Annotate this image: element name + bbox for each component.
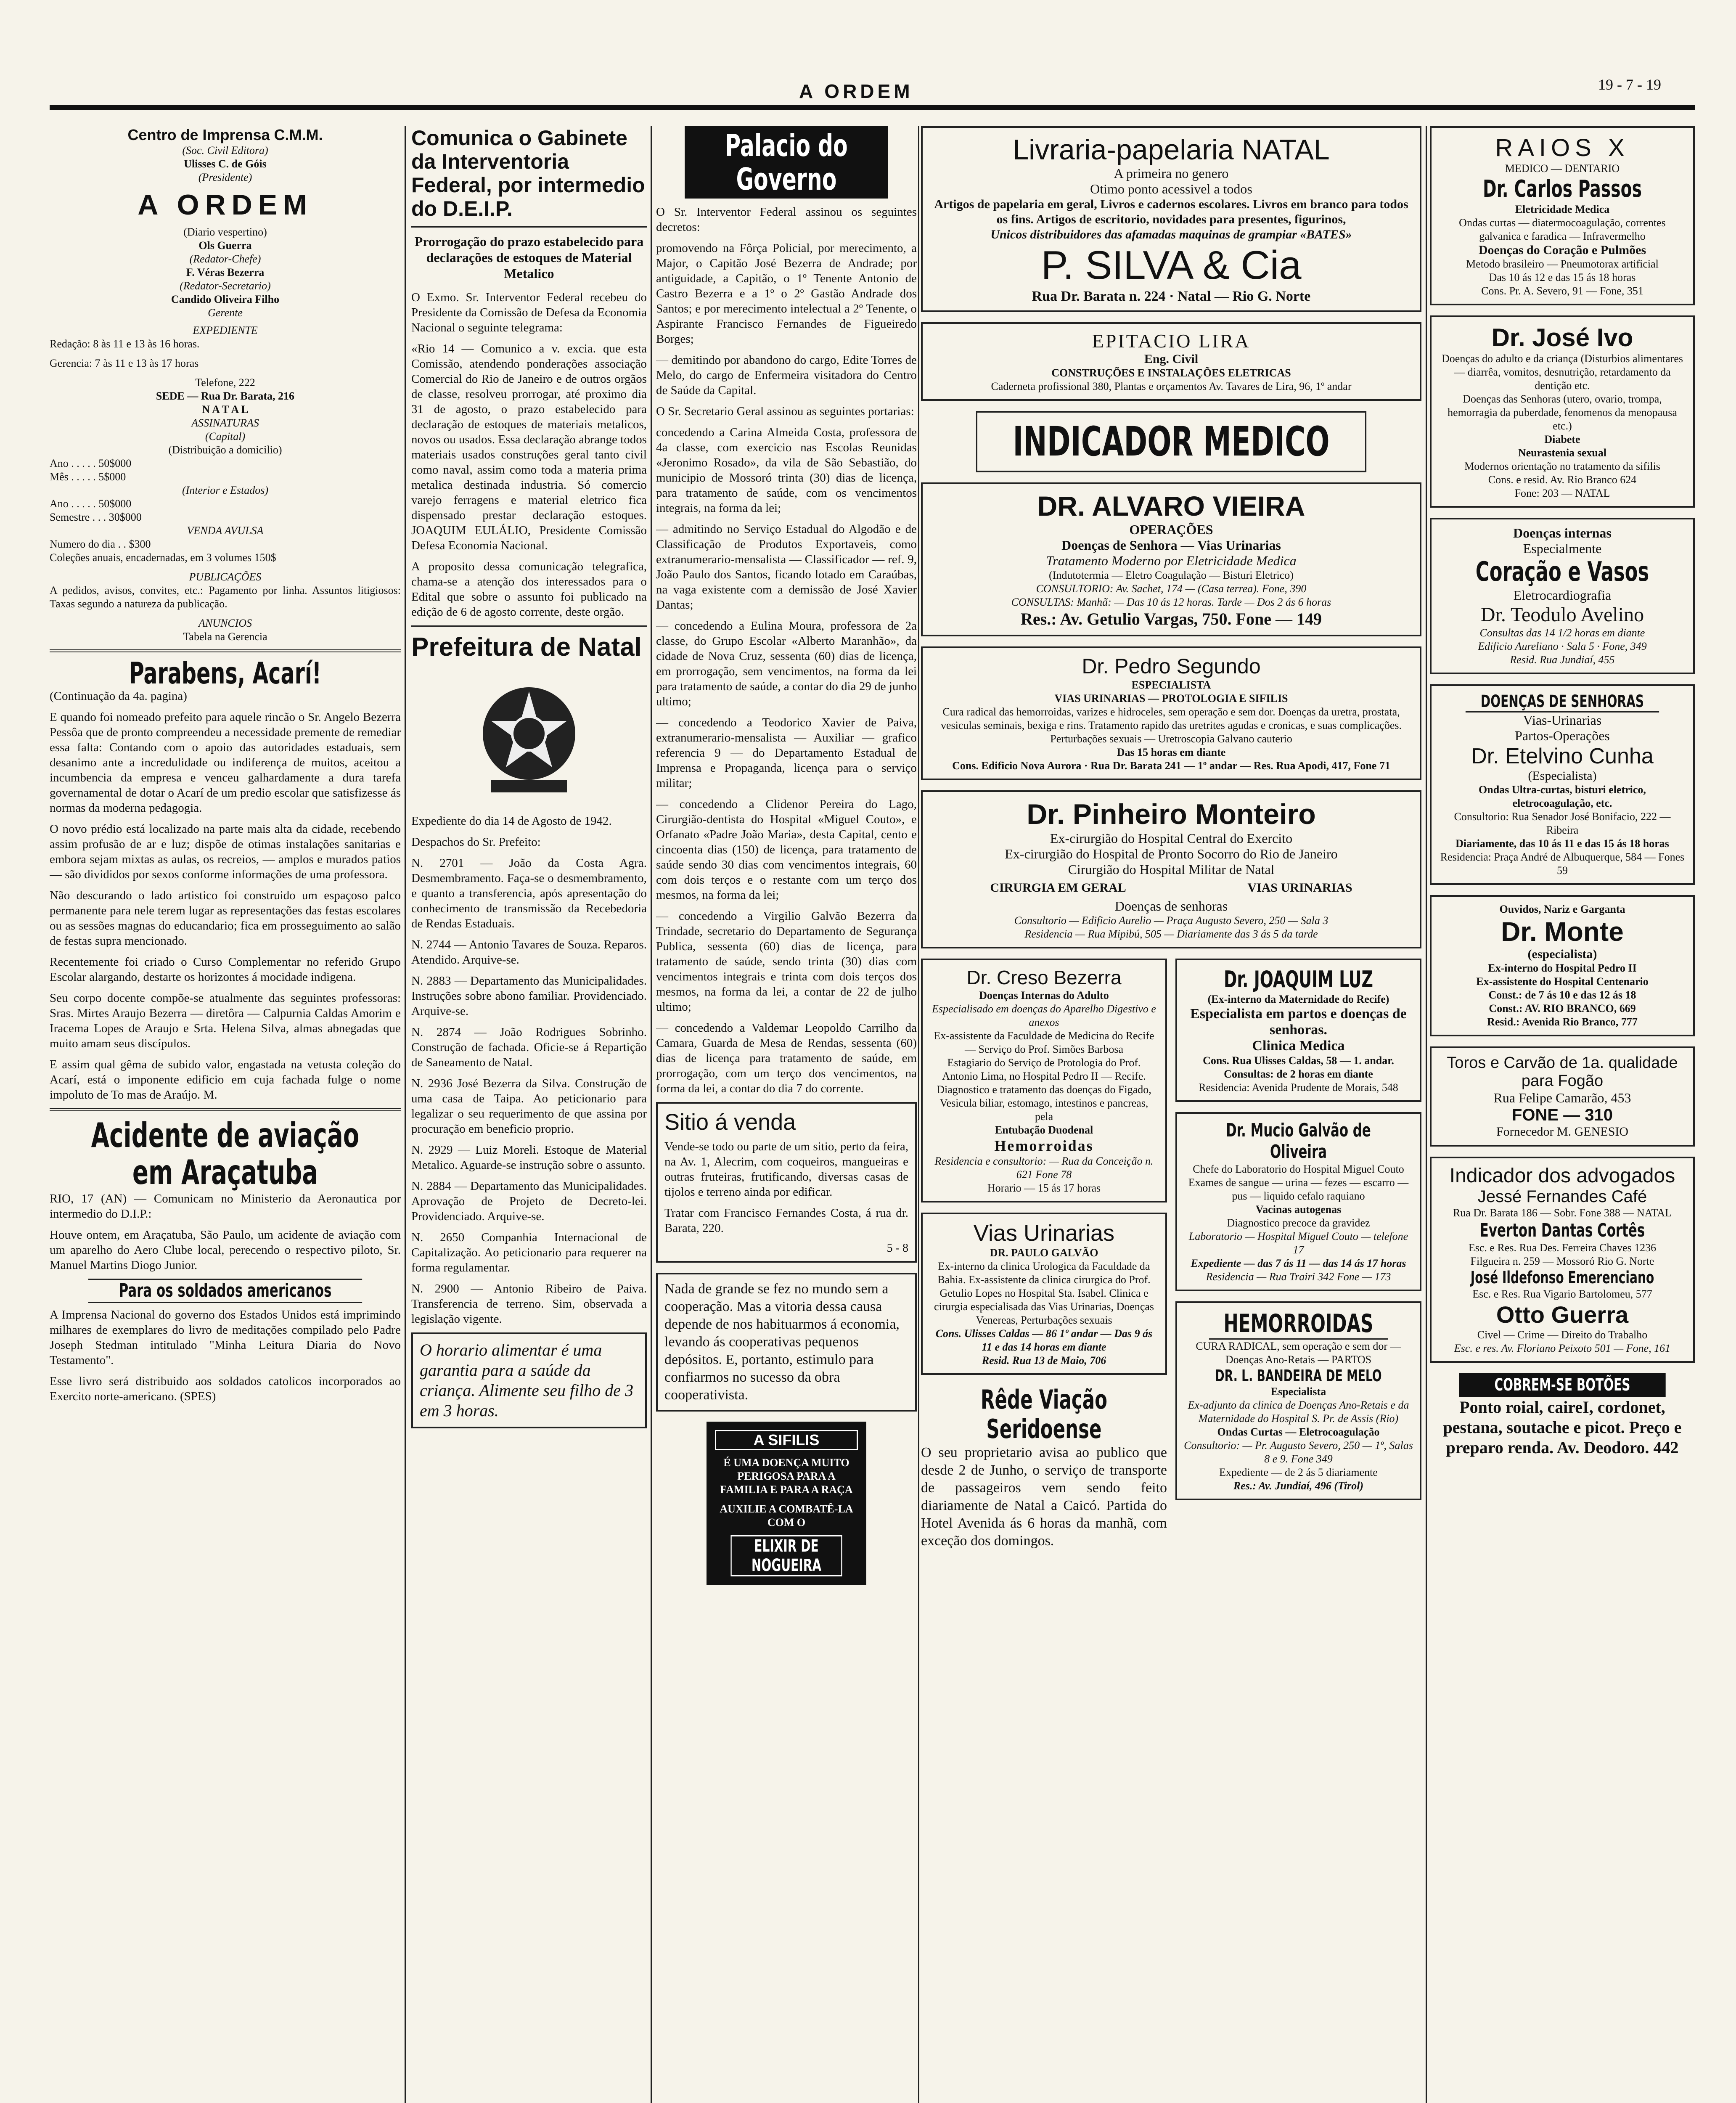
ad-text: (Indutotermia — Eletro Coagulação — Bisturi Eletrico) [1049, 569, 1294, 581]
ad-text: Cons. Ulisses Caldas — 86 1º andar — Das 9 ás 11 e das 14 horas em diante [935, 1327, 1153, 1353]
paragraph: Não descurando o lado artistico foi construido um espaçoso palco permanente para nele terem lugar as representações das festas escolares ou as sessões magnas do educandario; fica em prosseguimento ao salão de festas supra mencionado. [50, 889, 401, 948]
column-divider [651, 126, 652, 2103]
ad-text: Cons. e resid. Av. Rio Branco 624 [1488, 474, 1637, 486]
sifilis-brand: ELIXIR DE NOGUEIRA [730, 1535, 842, 1576]
paragraph: Recentemente foi criado o Curso Complementar no referido Grupo Escolar alargando, destarte os horizontes á mocidade indigena. [50, 955, 401, 984]
staff-box [50, 126, 401, 320]
ad-text: Edificio Aureliano · Sala 5 · Fone, 349 [1478, 640, 1647, 652]
ad-text: Esc. e res. Av. Floriano Peixoto 501 — Fone, 161 [1454, 1342, 1671, 1354]
ad-text: Doenças de Senhora — Vias Urinarias [1061, 538, 1281, 553]
ad-text: Residencia — Rua Mipibú, 505 — Diariamente das 3 ás 5 da tarde [1024, 928, 1318, 940]
ad-title: Dr. Pinheiro Monteiro [1027, 798, 1316, 830]
ad-title: Indicador dos advogados [1449, 1165, 1675, 1187]
ad-text: Diariamente, das 10 ás 11 e das 15 ás 18 horas [1455, 837, 1669, 850]
hemorroidas-ad [1175, 1301, 1421, 1500]
ad-text: Ondas Ultra-curtas, bisturi eletrico, eletrocoagulação, etc. [1479, 784, 1646, 809]
epitacio-ad [921, 322, 1421, 401]
ad-text: Artigos de papelaria em geral, Livros e cadernos escolares. Livros em branco para todos os fins. Artigos de escritorio, novidades para presentes, figurinos, [934, 197, 1408, 226]
coat-of-arms-icon [474, 675, 584, 801]
ad-text: Neurastenia sexual [1518, 447, 1607, 459]
ad-code: 5 - 8 [887, 1242, 908, 1255]
ad-text: Diagnostico e tratamento das doenças do Figado, Vesicula biliar, estomago, intestinos e pancreas, pela [937, 1083, 1151, 1123]
subhead-prorrogacao: Prorrogação do prazo estabelecido para declarações de estoques de Material Metalico [414, 234, 644, 281]
ad-text: Doenças internas [1513, 525, 1612, 540]
ad-text: Residencia e consultorio: — Rua da Conceição n. 621 Fone 78 [934, 1155, 1154, 1181]
ad-text: Das 15 horas em diante [1117, 746, 1226, 758]
ad-text: Ex-assistente da Faculdade de Medicina do Recife — Serviço do Prof. Simões Barbosa [934, 1030, 1154, 1055]
column-divider [405, 126, 406, 2103]
ad-title: Coração e Vasos [1475, 556, 1649, 588]
ad-text: Ex-interno da clinica Urologica da Faculdade da Bahia. Ex-assistente da clinica cirurgica do Prof. Getulio Lopes no Hospital Sta. Isabel. Clinica e cirurgia especialisada das Vias Urinarias, Doenças Venereas, Perturbações sexuais [934, 1260, 1154, 1326]
headline-prefeitura: Prefeitura de Natal [411, 633, 642, 662]
paragraph: promovendo na Fôrça Policial, por merecimento, a Major, o Capitão José Bezerra de Andrade; por antiguidade, a Capitão, o 1º Tenente Antonio de Castro Bezerra e a 1º o 2º Gastão Andrade dos Santos; e por merecimento intelectual a 2º Tenente, o Aspirante Francisco Fernandes de Figueiredo Borges; [656, 241, 917, 346]
ad-text: Especialista em partos e doenças de senhoras. [1190, 1006, 1407, 1038]
column-1 [50, 126, 401, 2103]
ad-title: Dr. Pedro Segundo [1082, 654, 1261, 678]
manager-name: Candido Oliveira Filho [171, 293, 280, 305]
lawyer-name: Jessé Fernandes Café [1477, 1187, 1647, 1206]
cunha-ad [1430, 684, 1695, 885]
paragraph: RIO, 17 (AN) — Comunicam no Ministerio da Aeronautica por intermedio do D.I.P.: [50, 1192, 401, 1221]
ad-text: Clinica Medica [1252, 1038, 1345, 1054]
sifilis-text: AUXILIE A COMBATÊ-LA COM O [720, 1503, 853, 1528]
ad-text: Eng. Civil [1144, 352, 1199, 366]
paragraph: N. 2701 — João da Costa Agra. Desmembramento. Faça-se o desmembramento, e quanto a transferencia, após apresentação do conhecimento de transmissão da Recebedoria de Rendas Estaduais. [411, 856, 647, 930]
paragraph: — concedendo a Virgilio Galvão Bezerra da Trindade, secretario do Departamento de Segurança Publica, sessenta (60) dias de licença, para tratamento de saúde, sendo trinta (30) dias com vencimentos integrais e trinta com dois terços dos mesmos, na forma da lei, a contar de 22 de julho ultimo; [656, 909, 917, 1014]
ad-text: Especialmente [1523, 541, 1602, 556]
manager-role: Gerente [208, 307, 243, 319]
ad-title: HEMORROIDAS [1209, 1309, 1388, 1340]
livraria-title: Livraria-papelaria NATAL [1013, 134, 1330, 166]
paragraph: N. 2883 — Departamento das Municipalidades. Instruções sobre abono familiar. Providenciado. Arquive-se. [411, 974, 647, 1018]
ad-text: (Ex-interno da Maternidade do Recife) [1207, 993, 1389, 1005]
ad-text: OPERAÇÕES [1129, 522, 1213, 537]
paragraph: Esse livro será distribuido aos soldados catolicos incorporados ao Exercito norte-americano. (SPES) [50, 1375, 401, 1403]
ad-title: Dr. Monte [1501, 916, 1624, 947]
ad-text: CONSULTAS: Manhã: — Das 10 ás 12 horas. Tarde — Dos 2 ás 6 horas [1011, 596, 1331, 608]
paragraph: Vende-se todo ou parte de um sitio, perto da feira, na Av. 1, Alecrim, com coqueiros, mangueiras e outras fruteiras, frutificando, diversas casas de tijolos e terreno ainda por edificar. [664, 1140, 908, 1199]
headline-gabinete: Comunica o Gabinete da Interventoria Federal, por intermedio do D.E.I.P. [411, 126, 645, 220]
article-acidente [50, 1191, 401, 1273]
expediente-line: N A T A L [202, 403, 249, 416]
ad-text: Consultorio: Rua Senador José Bonifacio, 222 — Ribeira [1454, 810, 1671, 836]
expediente-heading: EXPEDIENTE [193, 324, 258, 336]
sifilis-title: A SIFILIS [715, 1430, 858, 1450]
headline-palacio: Palacio do Governo [685, 126, 888, 199]
ivo-ad [1430, 315, 1695, 508]
paragraph: «Rio 14 — Comunico a v. excia. que esta Comissão, atendendo ponderações associação Comercial do Rio de Janeiro e de outros orgãos de classe, resolveu prorrogar, até proximo dia 31 de agosto, o prazo estabelecido para declaração de estoques de materiais metalicos, novos ou usados. Essa declaração abrange todos materiais usados construções geral tanto civil como naval, assim como toda a materia prima metalica destinada industria. Só comercio varejo ferragens e material eletrico fica dispensado prestar declaração estoques. JOAQUIM EULÁLIO, Presidente Comissão Defesa Economia Nacional. [411, 342, 647, 552]
rule [411, 226, 647, 228]
paragraph: — concedendo a Teodorico Xavier de Paiva, extranumerario-mensalista — Auxiliar — grafico referencia 9 — do Departamento Estadual de Imprensa e Propaganda, licença para o serviço militar; [656, 716, 917, 790]
section-rule [50, 649, 401, 652]
ads-left [921, 959, 1167, 1556]
ad-title: Dr. Teodulo Avelino [1480, 604, 1644, 626]
ad-text: Unicos distribuidores das afamadas maquinas de grampiar «BATES» [990, 228, 1352, 241]
paragraph: Expediente do dia 14 de Agosto de 1942. [411, 814, 612, 828]
article-acari [50, 689, 401, 1102]
ad-text: CONSULTORIO: Av. Sachet, 174 — (Casa terrea). Fone, 390 [1036, 583, 1307, 595]
expediente-line: (Interior e Estados) [182, 484, 269, 496]
ad-text: Diabete [1544, 433, 1580, 445]
ad-text: Estagiario do Serviço de Protologia do Prof. Antonio Lima, no Hospital Pedro II — Recife. [942, 1057, 1146, 1082]
ad-text: Ex-interno do Hospital Pedro II [1488, 962, 1637, 974]
paragraph: N. 2884 — Departamento das Municipalidades. Aprovação de Projeto de Decreto-lei. Providenciado. Arquive-se. [411, 1179, 647, 1223]
ad-text: Doenças do Coração e Pulmões [1478, 243, 1646, 257]
paragraph: (Continuação da 4a. pagina) [50, 689, 187, 703]
paragraph: O novo prédio está localizado na parte mais alta da cidade, recebendo assim profusão de ar e luz; dispõe de otimas instalações sanitarias e embora sejam mixtas as aulas, os recreios, — amplos e murados patios — são divididos por sexos conforme informações de uma professora. [50, 822, 401, 881]
ad-text: Vias-Urinarias [1523, 712, 1602, 728]
toros-ad [1430, 1046, 1695, 1147]
botoes-ad [1430, 1373, 1695, 1458]
cooperacao-box: Nada de grande se fez no mundo sem a cooperação. Mas a vitoria dessa causa depende de nos habituarmos á economia, levando ás cooperativas pequenos depósitos. E, portanto, estimulo para confiarmos no sucesso da obra cooperativista. [656, 1273, 917, 1412]
ad-text: Resid.: Avenida Rio Branco, 777 [1487, 1016, 1638, 1028]
paragraph: N. 2929 — Luiz Moreli. Estoque de Material Metalico. Aguarde-se instrução sobre o assunto. [411, 1143, 647, 1172]
paragraph: Houve ontem, em Araçatuba, São Paulo, um acidente de aviação com um aparelho do Aero Clube local, perecendo o respectivo piloto, Sr. Manuel Martins Diogo Junior. [50, 1228, 401, 1272]
ad-text: DR. L. BANDEIRA DE MELO [1215, 1367, 1382, 1385]
monte-ad [1430, 895, 1695, 1036]
avelino-ad [1430, 518, 1695, 674]
expediente-line: Gerencia: 7 às 11 e 13 às 17 horas [50, 357, 199, 369]
ad-text: Civel — Crime — Direito do Trabalho [1477, 1329, 1648, 1341]
ad-text: Cura radical das hemorroidas, varizes e hidroceles, sem operação e sem dor. Doenças da uretra, prostata, vesiculas seminais, bexiga e rins. Tratamento rapido das uretrites agudas e cronicas, e suas complicações. Perturbações sexuais — Uretroscopia Galvano cauterio [940, 706, 1402, 745]
expediente-line: Semestre . . . 30$000 [50, 511, 142, 523]
advogados-ad [1430, 1157, 1695, 1363]
expediente-line: Tabela na Gerencia [183, 630, 267, 643]
ad-text: MEDICO — DENTARIO [1505, 162, 1620, 175]
ad-title: Dr. Mucio Galvão de Oliveira [1226, 1120, 1371, 1163]
paragraph: N. 2650 Companhia Internacional de Capitalização. Ao peticionario para requerer na forma regulamentar. [411, 1231, 647, 1274]
ad-text: Vacinas autogenas [1255, 1203, 1342, 1216]
expediente-line: Ano . . . . . 50$000 [50, 498, 132, 510]
ad-text: Otimo ponto acessivel a todos [1090, 181, 1252, 196]
ad-text: Ondas curtas — diatermocoagulação, correntes galvanica e faradica — Infravermelho [1459, 217, 1666, 242]
editor-name: Ols Guerra [198, 239, 252, 252]
segundo-ad [921, 646, 1421, 780]
mucio-ad [1175, 1112, 1421, 1291]
column-divider [918, 126, 919, 2103]
article-palacio [656, 204, 917, 1096]
expediente-line: Coleções anuais, encadernadas, em 3 volumes 150$ [50, 551, 276, 564]
ad-text: Expediente — de 2 ás 5 diariamente [1219, 1466, 1378, 1478]
paper-title: A ORDEM [138, 189, 313, 221]
headline-acari: Parabens, Acarí! [129, 656, 322, 691]
article-soldados [50, 1307, 401, 1404]
ad-text: ESPECIALISTA [1131, 679, 1211, 691]
paragraph: Tratar com Francisco Fernandes Costa, á rua dr. Barata, 220. [664, 1206, 908, 1235]
expediente-line: ASSINATURAS [191, 417, 259, 429]
column-2 [411, 126, 647, 2103]
ad-text: Modernos orientação no tratamento da sifilis [1464, 460, 1660, 472]
ad-text: CURA RADICAL, sem operação e sem dor — Doenças Ano-Retais — PARTOS [1196, 1340, 1401, 1366]
newspaper-name: A ORDEM [799, 80, 913, 102]
ad-text: Metodo brasileiro — Pneumotorax artificial [1466, 258, 1659, 270]
lawyer-name: Everton Dantas Cortês [1479, 1220, 1645, 1241]
masthead-rule [50, 105, 1695, 110]
publisher-name: Centro de Imprensa C.M.M. [127, 126, 323, 143]
masthead [0, 63, 1736, 109]
ad-text: (Especialista) [1528, 769, 1597, 783]
galvao-ad [921, 1213, 1167, 1375]
president-role: (Presidente) [198, 171, 252, 183]
paragraph: — admitindo no Serviço Estadual do Algodão e de Classificação de Produtos Exportaveis, como extranumerario-mensalista — Classificador — ref. 9, João Paulo dos Santos, ficando lotado em Caraúbas, na vaga existente com a demissão de José Xavier Dantas; [656, 522, 917, 612]
headline-sitio: Sitio á venda [664, 1110, 796, 1135]
section-rule [50, 1108, 401, 1111]
ad-text: Cons. Rua Ulisses Caldas, 58 — 1. andar. Consultas: de 2 horas em diante [1203, 1054, 1394, 1080]
ad-text: VIAS URINARIAS [1247, 881, 1352, 895]
ad-text: Const.: de 7 ás 10 e das 12 ás 18 [1488, 989, 1636, 1001]
paragraph: A proposito dessa comunicação telegrafica, chama-se a atenção dos interessados para o Edital que sobre o assunto foi publicado na edição de 6 de agosto corrente, deste orgão. [411, 560, 647, 619]
expediente-line: SEDE — Rua Dr. Barata, 216 [156, 390, 295, 402]
ad-text: (especialista) [1527, 947, 1597, 961]
paragraph: E assim qual gêma de subido valor, engastada na vetusta coleção do Acarí, está o imponente edificio em cuja fachada fulge o nome impoluto de To mas de Araújo. M. [50, 1058, 401, 1102]
paragraph: A Imprensa Nacional do governo dos Estados Unidos está imprimindo milhares de exemplares do livro de meditações compilado pelo Padre Joseph Stedman intitulado "Minha Leitura Diaria do Novo Testamento". [50, 1308, 401, 1367]
publisher-type: (Soc. Civil Editora) [182, 144, 268, 156]
ad-text: Diagnostico precoce da gravidez [1227, 1217, 1370, 1229]
ad-text: Res.: Av. Getulio Vargas, 750. Fone — 149 [1021, 609, 1322, 628]
ad-text: Residencia — Rua Trairi 342 Fone — 173 [1206, 1271, 1391, 1283]
ad-text: Fornecedor M. GENESIO [1496, 1125, 1629, 1139]
ad-title: Rêde Viação Seridoense [981, 1384, 1107, 1444]
pinheiro-specialties [929, 881, 1413, 895]
expediente-line: Redação: 8 às 11 e 13 às 16 horas. [50, 338, 200, 350]
ad-title: DOENÇAS DE SENHORAS [1466, 692, 1659, 712]
ad-text: Eletricidade Medica [1515, 203, 1610, 215]
paragraph: N. 2936 José Bezerra da Silva. Construção de uma casa de Taipa. Ao peticionario para legalizar o seu requerimento de que assina por procuração em beneficio proprio. [411, 1077, 647, 1136]
ad-text: Ex-assistente do Hospital Centenario [1476, 975, 1649, 988]
ad-text: Residencia: Avenida Prudente de Morais, 548 [1199, 1081, 1398, 1094]
ad-title: Vias Urinarias [973, 1221, 1115, 1246]
expediente-line: (Capital) [205, 430, 246, 442]
page-date: 19 - 7 - 19 [1598, 76, 1661, 93]
lawyer-name: José Ildefonso Emerenciano [1470, 1268, 1654, 1287]
expediente-line: Ano . . . . . 50$000 [50, 457, 132, 469]
ad-text: Das 10 ás 12 e das 15 ás 18 horas [1489, 271, 1636, 283]
ad-title: Dr. José Ivo [1491, 323, 1633, 352]
ad-text: Fone: 203 — NATAL [1514, 487, 1610, 499]
ad-text: FONE — 310 [1511, 1106, 1613, 1124]
ad-title: Dr. JOAQUIM LUZ [1223, 966, 1373, 993]
paragraph: N. 2744 — Antonio Tavares de Souza. Reparos. Atendido. Arquive-se. [411, 938, 647, 967]
secretary-role: (Redator-Secretario) [180, 280, 271, 292]
ad-text: Especialisado em doenças do Aparelho Digestivo e anexos [932, 1003, 1156, 1028]
column-divider [1426, 126, 1427, 2103]
ad-text: Res.: Av. Jundiaí, 496 (Tirol) [1233, 1480, 1364, 1492]
paragraph: N. 2874 — João Rodrigues Sobrinho. Construção de fachada. Oficie-se á Repartição de Saneamento de Natal. [411, 1025, 647, 1069]
sitio-box [656, 1102, 917, 1263]
paragraph: concedendo a Carina Almeida Costa, professora de 4a classe, com exercicio nas Escolas Reunidas «Jeronimo Rosado», da vila de São Sebastião, do municipio de Mossoró trinta (30) dias de licença, para tratamento de saúde, com os vencimentos integrais, na forma da lei; [656, 426, 917, 515]
ad-text: Residencia: Praça André de Albuquerque, 584 — Fones 59 [1440, 851, 1685, 877]
paragraph: E quando foi nomeado prefeito para aquele rincão o Sr. Angelo Bezerra Pessôa que de pronto compreendeu a necessidade premente de remediar essa falta: Contando com o apoio das autoridades estaduais, sem desanimo ante a incredulidade ou indiferença de muitos, aceitou a incumbencia da empresa e venceu galhardamente a dura tarefa governamental de dotar o Acarí de um predio escolar que satisfizesse ás normas da moderna pedagogia. [50, 710, 401, 815]
ad-text: Toros e Carvão de 1a. qualidade para Fogão [1447, 1054, 1678, 1090]
paragraph: O Sr. Secretario Geral assinou as seguintes portarias: [656, 405, 914, 418]
ad-title: Dr. Etelvino Cunha [1471, 744, 1654, 768]
ad-text: Eletrocardiografia [1513, 588, 1612, 603]
paragraph: Despachos do Sr. Prefeito: [411, 835, 541, 849]
paragraph: — concedendo a Eulina Moura, professora de 2a classe, do Grupo Escolar «Alberto Maranhão», da cidade de Nova Cruz, sessenta (60) dias de licença, em prorrogação, sem vencimentos, na forma da lei para tratamento de saúde, a contar do dia 29 de junho ultimo; [656, 619, 917, 708]
ad-text: Esc. e Res. Rua Des. Ferreira Chaves 1236 [1468, 1242, 1657, 1254]
ad-text: Doenças de senhoras [1114, 898, 1228, 914]
ad-text: Tratamento Moderno por Eletricidade Medica [1046, 553, 1297, 568]
ad-title: Dr. Creso Bezerra [966, 967, 1122, 988]
ad-title: DR. ALVARO VIEIRA [1037, 490, 1305, 522]
ad-text: Resid. Rua Jundiaí, 455 [1510, 654, 1615, 666]
expediente-line: Telefone, 222 [195, 376, 255, 389]
ad-text: Consultorio — Edificio Aurelio — Praça Augusto Severo, 250 — Sala 3 [1014, 914, 1328, 927]
ad-text: Exames de sangue — urina — fezes — escarro — pus — liquido cefalo raquiano [1188, 1176, 1409, 1202]
ad-text: Ponto roial, caireI, cordonet, pestana, soutache e picot. Preço e preparo renda. Av. Deodoro. 442 [1443, 1398, 1682, 1457]
ad-text: Cons. Pr. A. Severo, 91 — Fone, 351 [1481, 285, 1643, 297]
ad-title: RAIOS X [1495, 134, 1630, 162]
expediente-line: VENDA AVULSA [187, 524, 264, 537]
ad-text: Entubação Duodenal [995, 1124, 1093, 1136]
paragraph: O seu proprietario avisa ao publico que desde 2 de Junho, o serviço de transporte de passageiros vem sendo feito diariamente de Natal a Caicó. Partida do Hotel Avenida ás 6 horas da manhã, com exceção dos domingos. [921, 1445, 1167, 1549]
ad-title: EPITACIO LIRA [1092, 330, 1251, 352]
lawyer-name: Otto Guerra [1496, 1301, 1629, 1328]
pinheiro-ad [921, 790, 1421, 948]
paragraph: — concedendo a Valdemar Leopoldo Carrilho da Camara, Guarda de Mesa de Rendas, sessenta (60) dias de licença para tratamento de saúde, em prorrogação, com um terço dos vencimentos, na forma da lei, a contar do dia 7 do corrente. [656, 1021, 917, 1095]
sifilis-ad [707, 1422, 866, 1585]
paragraph: — concedendo a Clidenor Pereira do Lago, Cirurgião-dentista do Hospital «Miguel Couto», e Orfanato «Padre João Maria», desta Capital, cento e cincoenta dias (150) de licença, para tratamento de saúde sendo 30 dias com vencimentos integrais, 60 com dois terços e o restante com um terço dos mesmos, na forma da lei; [656, 797, 917, 902]
column-3 [656, 126, 917, 2103]
expediente-box [50, 324, 401, 644]
expediente-line: ANUNCIOS [198, 617, 252, 629]
ad-text: Ouvidos, Nariz e Garganta [1499, 903, 1625, 915]
ad-text: Hemorroidas [994, 1137, 1094, 1154]
ad-title: COBREM-SE BOTÕES [1459, 1373, 1665, 1397]
rule [411, 625, 647, 627]
paragraph: — demitindo por abandono do cargo, Edite Torres de Melo, do cargo de Enfermeira visitadora do Centro de Saúde da Capital. [656, 353, 917, 397]
ad-text: VIAS URINARIAS — PROTOLOGIA E SIFILIS [1054, 692, 1288, 705]
expediente-line: A pedidos, avisos, convites, etc.: Pagamento por linha. Assuntos litigiosos: Taxas segundo a natureza da publicação. [50, 584, 401, 610]
joaquim-ad [1175, 959, 1421, 1102]
ad-text: Partos-Operações [1515, 728, 1610, 743]
expediente-line: (Distribuição a domicilio) [168, 444, 282, 456]
ad-text: CIRURGIA EM GERAL [990, 881, 1126, 895]
ad-text: Expediente — das 7 ás 11 — das 14 ás 17 horas [1191, 1257, 1406, 1269]
ad-text: Cirurgião do Hospital Militar de Natal [1068, 862, 1275, 877]
ad-text: Rua Dr. Barata n. 224 · Natal — Rio G. Norte [1032, 289, 1311, 304]
ad-title: Dr. Carlos Passos [1483, 175, 1642, 203]
president-name: Ulisses C. de Góis [184, 158, 267, 170]
ad-text: CONSTRUÇÕES E INSTALAÇÕES ELETRICAS [1051, 367, 1291, 379]
ad-text: DR. PAULO GALVÃO [990, 1247, 1098, 1259]
ad-text: A primeira no genero [1114, 166, 1229, 181]
livraria-brand: P. SILVA & Cia [1041, 243, 1302, 288]
ad-text: Cons. Edificio Nova Aurora · Rua Dr. Barata 241 — 1º andar — Res. Rua Apodi, 417, Fone 71 [952, 760, 1390, 772]
livraria-ad [921, 126, 1421, 312]
ad-text: Rua Dr. Barata 186 — Sobr. Fone 388 — NATAL [1453, 1207, 1672, 1219]
expediente-line: Numero do dia . . $300 [50, 538, 151, 550]
ads-right [1175, 959, 1421, 1556]
ad-text: Consultas das 14 1/2 horas em diante [1479, 627, 1645, 639]
viacao-ad [921, 1385, 1167, 1550]
ad-text: Ex-adjunto da clinica de Doenças Ano-Retais e da Maternidade do Hospital S. Pr. de Assis (Rio) [1188, 1399, 1409, 1425]
ad-text: Especialista [1270, 1385, 1326, 1398]
ad-text: Ondas Curtas — Eletrocoagulação [1217, 1426, 1380, 1438]
ad-text: Chefe do Laboratorio do Hospital Miguel Couto [1193, 1163, 1404, 1175]
ad-text: Doenças do adulto e da criança (Disturbios alimentares — diarrêa, vomitos, desnutrição, retardamento da dentição etc. [1442, 352, 1683, 392]
sifilis-text: É UMA DOENÇA MUITO PERIGOSA PARA A FAMILIA E PARA A RAÇA [720, 1457, 853, 1496]
headline-soldados: Para os soldados americanos [88, 1279, 362, 1303]
passos-ad [1430, 126, 1695, 305]
editor-role: (Redator-Chefe) [189, 253, 261, 265]
ad-text: Horario — 15 ás 17 horas [987, 1182, 1101, 1194]
horario-box: O horario alimentar é uma garantia para a saúde da criança. Alimente seu filho de 3 em 3 horas. [411, 1332, 647, 1428]
ads-row [921, 959, 1421, 1556]
paragraph: N. 2900 — Antonio Ribeiro de Paiva. Transferencia de terreno. Sim, observada a legislação vigente. [411, 1282, 647, 1326]
ad-text: Ex-cirurgião do Hospital de Pronto Socorro do Rio de Janeiro [1005, 846, 1338, 861]
column-5 [1430, 126, 1695, 2103]
indicador-medico-title: INDICADOR MEDICO [976, 411, 1366, 472]
ad-text: Resid. Rua 13 de Maio, 706 [982, 1354, 1106, 1367]
ad-text: Consultorio: — Pr. Augusto Severo, 250 — 1º, Salas 8 e 9. Fone 349 [1184, 1439, 1413, 1465]
ad-text: Laboratorio — Hospital Miguel Couto — telefone 17 [1188, 1230, 1408, 1256]
ad-text: Filgueira n. 259 — Mossoró Rio G. Norte [1470, 1255, 1654, 1267]
ad-text: Ex-cirurgião do Hospital Central do Exercito [1050, 831, 1293, 846]
ad-text: Caderneta profissional 380, Plantas e orçamentos Av. Tavares de Lira, 96, 1º andar [991, 380, 1352, 392]
creso-ad [921, 959, 1167, 1202]
paragraph: O Sr. Interventor Federal assinou os seguintes decretos: [656, 205, 917, 234]
alvaro-ad [921, 482, 1421, 636]
headline-acidente: Acidente de aviação em Araçatuba [91, 1116, 360, 1192]
expediente-line: PUBLICAÇÕES [189, 571, 262, 583]
paragraph: Seu corpo docente compõe-se atualmente das seguintes professoras: Sras. Mirtes Araujo Bezerra — diretôra — Calpurnia Caldas Amorim e Iracema Lopes de Araujo e Srta. Helena Silva, almas abnegadas que muito amam seus discípulos. [50, 991, 401, 1050]
ad-text: Esc. e Res. Rua Vigario Bartolomeu, 577 [1472, 1288, 1652, 1300]
paragraph: O Exmo. Sr. Interventor Federal recebeu do Presidente da Comissão de Defesa da Economia Nacional o seguinte telegrama: [411, 291, 647, 334]
ad-text: Doenças Internas do Adulto [979, 989, 1109, 1001]
ad-text: Doenças das Senhoras (utero, ovario, trompa, hemorragia da puberdade, fenomenos da menopausa etc.) [1448, 393, 1677, 432]
ad-text: Rua Felipe Camarão, 453 [1493, 1090, 1631, 1105]
expediente-line: Mês . . . . . 5$000 [50, 471, 126, 483]
secretary-name: F. Véras Bezerra [186, 266, 265, 278]
column-4 [921, 126, 1421, 2103]
paper-type: (Diario vespertino) [183, 226, 267, 238]
ad-text: Const.: AV. RIO BRANCO, 669 [1489, 1002, 1636, 1014]
